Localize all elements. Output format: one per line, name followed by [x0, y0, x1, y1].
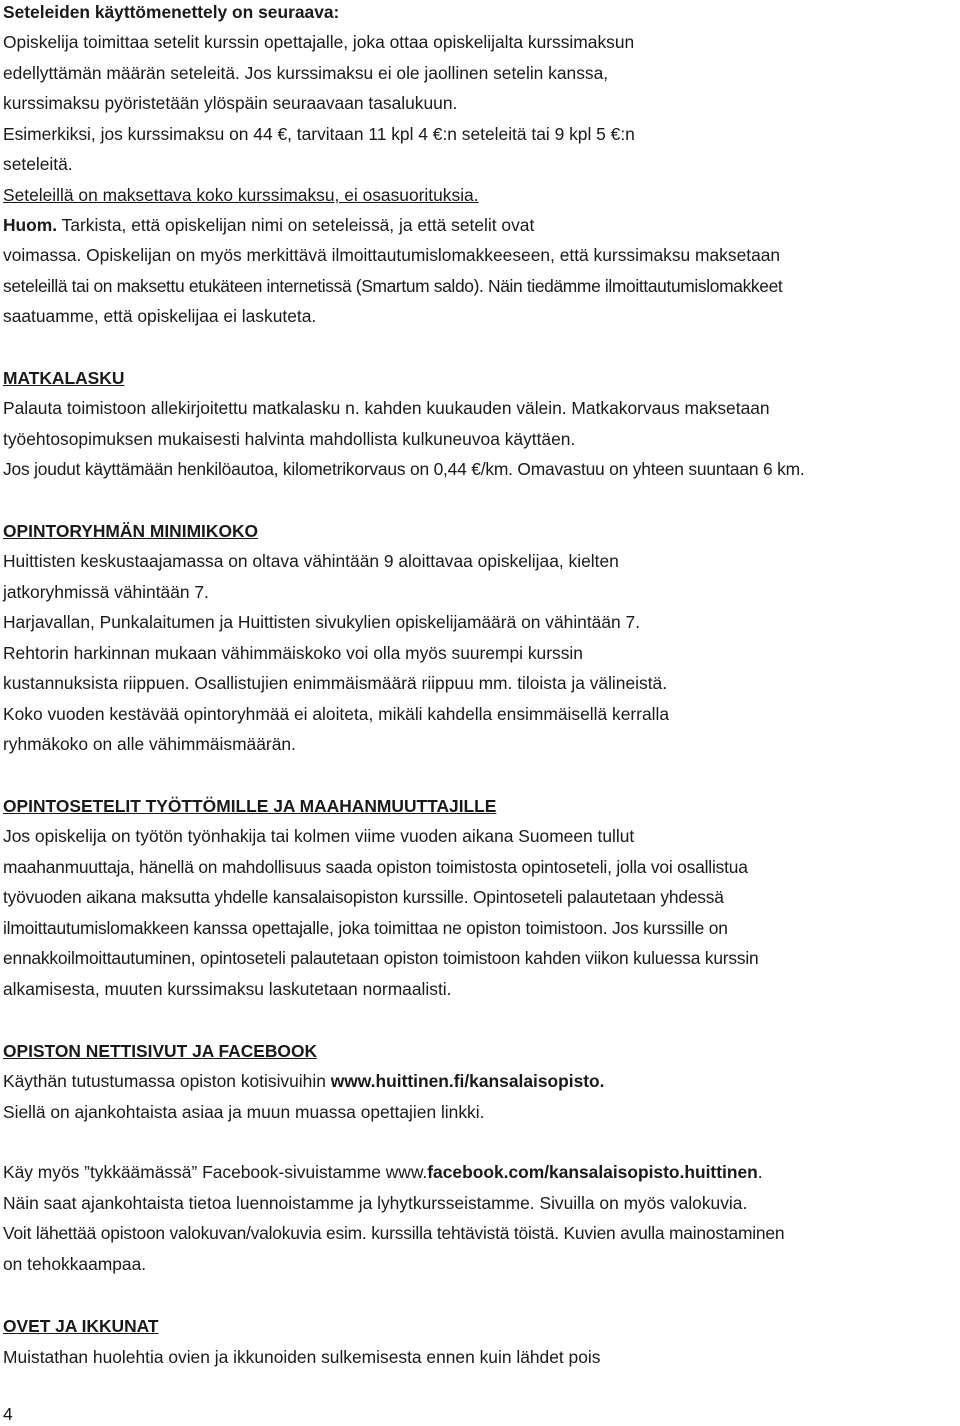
matkalasku-line-1: Palauta toimistoon allekirjoitettu matkalasku n. kahden kuukauden välein. Matkakorvaus maksetaan	[3, 398, 770, 418]
opintosetelit-line-6: alkamisesta, muuten kurssimaksu laskutetaan normaalisti.	[3, 979, 452, 999]
opintosetelit-line-3: työvuoden aikana maksutta yhdelle kansalaisopiston kurssille. Opintoseteli palautetaan yhdessä	[3, 887, 724, 907]
huom-label: Huom.	[3, 215, 58, 235]
nettisivut-line-3-text: Käy myös ”tykkäämässä” Facebook-sivuistamme www.	[3, 1162, 428, 1182]
ovet-line-1: Muistathan huolehtia ovien ja ikkunoiden sulkemisesta ennen kuin lähdet pois	[3, 1347, 601, 1367]
seteli-line-7	[3, 213, 534, 237]
nettisivut-line-4: Näin saat ajankohtaista tietoa luennoistamme ja lyhytkursseistamme. Sivuilla on myös valokuvia.	[3, 1193, 748, 1213]
opintosetelit-line-5: ennakkoilmoittautuminen, opintoseteli palautetaan opiston toimistoon kahden viikon kuluessa kurssin	[3, 948, 759, 968]
seteli-line-10: saatuamme, että opiskelijaa ei laskuteta.	[3, 306, 317, 326]
seteli-line-8: voimassa. Opiskelijan on myös merkittävä ilmoittautumislomakkeeseen, että kurssimaksu maksetaan	[3, 245, 781, 265]
minimikoko-line-3: Harjavallan, Punkalaitumen ja Huittisten sivukylien opiskelijamäärä on vähintään 7.	[3, 612, 641, 632]
opintosetelit-line-4: ilmoittautumislomakkeen kanssa opettajalle, joka toimittaa ne opiston toimistoon. Jos kurssille on	[3, 918, 728, 938]
nettisivut-line-1-text: Käythän tutustumassa opiston kotisivuihin	[3, 1071, 331, 1091]
minimikoko-line-6: Koko vuoden kestävää opintoryhmää ei aloiteta, mikäli kahdella ensimmäisellä kerralla	[3, 704, 670, 724]
seteli-line-2: edellyttämän määrän seteleitä. Jos kurssimaksu ei ole jaollinen setelin kanssa,	[3, 63, 609, 83]
minimikoko-title: OPINTORYHMÄN MINIMIKOKO	[3, 521, 259, 541]
minimikoko-line-5: kustannuksista riippuen. Osallistujien enimmäismäärä riippuu mm. tiloista ja välineistä.	[3, 673, 668, 693]
nettisivut-line-1	[3, 1069, 605, 1093]
nettisivut-line-6: on tehokkaampaa.	[3, 1254, 147, 1274]
minimikoko-line-2: jatkoryhmissä vähintään 7.	[3, 582, 209, 602]
nettisivut-line-5: Voit lähettää opistoon valokuvan/valokuvia esim. kurssilla tehtävistä töistä. Kuvien avulla mainostaminen	[3, 1223, 785, 1243]
seteli-line-3: kurssimaksu pyöristetään ylöspäin seuraavaan tasalukuun.	[3, 93, 458, 113]
facebook-link[interactable]: facebook.com/kansalaisopisto.huittinen	[427, 1162, 758, 1182]
minimikoko-line-4: Rehtorin harkinnan mukaan vähimmäiskoko voi olla myös suurempi kurssin	[3, 643, 583, 663]
seteli-line-7-text: Tarkista, että opiskelijan nimi on seteleissä, ja että setelit ovat	[57, 215, 535, 235]
opintosetelit-line-2: maahanmuuttaja, hänellä on mahdollisuus saada opiston toimistosta opintoseteli, jolla voi osallistua	[3, 857, 748, 877]
matkalasku-line-3: Jos joudut käyttämään henkilöautoa, kilometrikorvaus on 0,44 €/km. Omavastuu on yhteen suuntaan 6 km.	[3, 459, 805, 479]
nettisivut-line-3-end: .	[757, 1162, 763, 1182]
seteli-title: Seteleiden käyttömenettely on seuraava:	[3, 2, 340, 22]
seteli-line-1: Opiskelija toimittaa setelit kurssin opettajalle, joka ottaa opiskelijalta kurssimaksun	[3, 32, 635, 52]
seteli-line-4: Esimerkiksi, jos kurssimaksu on 44 €, tarvitaan 11 kpl 4 €:n seteleitä tai 9 kpl 5 €:n	[3, 124, 635, 144]
minimikoko-line-7: ryhmäkoko on alle vähimmäismäärän.	[3, 734, 296, 754]
matkalasku-title: MATKALASKU	[3, 368, 125, 388]
nettisivut-line-2: Siellä on ajankohtaista asiaa ja muun muassa opettajien linkki.	[3, 1102, 485, 1122]
minimikoko-line-1: Huittisten keskustaajamassa on oltava vähintään 9 aloittavaa opiskelijaa, kielten	[3, 551, 619, 571]
seteli-line-5: seteleitä.	[3, 154, 73, 174]
opintosetelit-title: OPINTOSETELIT TYÖTTÖMILLE JA MAAHANMUUTTAJILLE	[3, 796, 497, 816]
nettisivut-title: OPISTON NETTISIVUT JA FACEBOOK	[3, 1041, 318, 1061]
seteli-line-9: seteleillä tai on maksettu etukäteen internetissä (Smartum saldo). Näin tiedämme ilmoittautumislomakkeet	[3, 276, 783, 296]
page-number: 4	[3, 1404, 13, 1424]
ovet-title: OVET JA IKKUNAT	[3, 1316, 159, 1336]
nettisivut-line-3	[3, 1160, 763, 1184]
website-link[interactable]: www.huittinen.fi/kansalaisopisto.	[330, 1071, 605, 1091]
seteli-line-6: Seteleillä on maksettava koko kurssimaksu, ei osasuorituksia.	[3, 185, 479, 205]
opintosetelit-line-1: Jos opiskelija on työtön työnhakija tai kolmen viime vuoden aikana Suomeen tullut	[3, 826, 635, 846]
matkalasku-line-2: työehtosopimuksen mukaisesti halvinta mahdollista kulkuneuvoa käyttäen.	[3, 429, 576, 449]
